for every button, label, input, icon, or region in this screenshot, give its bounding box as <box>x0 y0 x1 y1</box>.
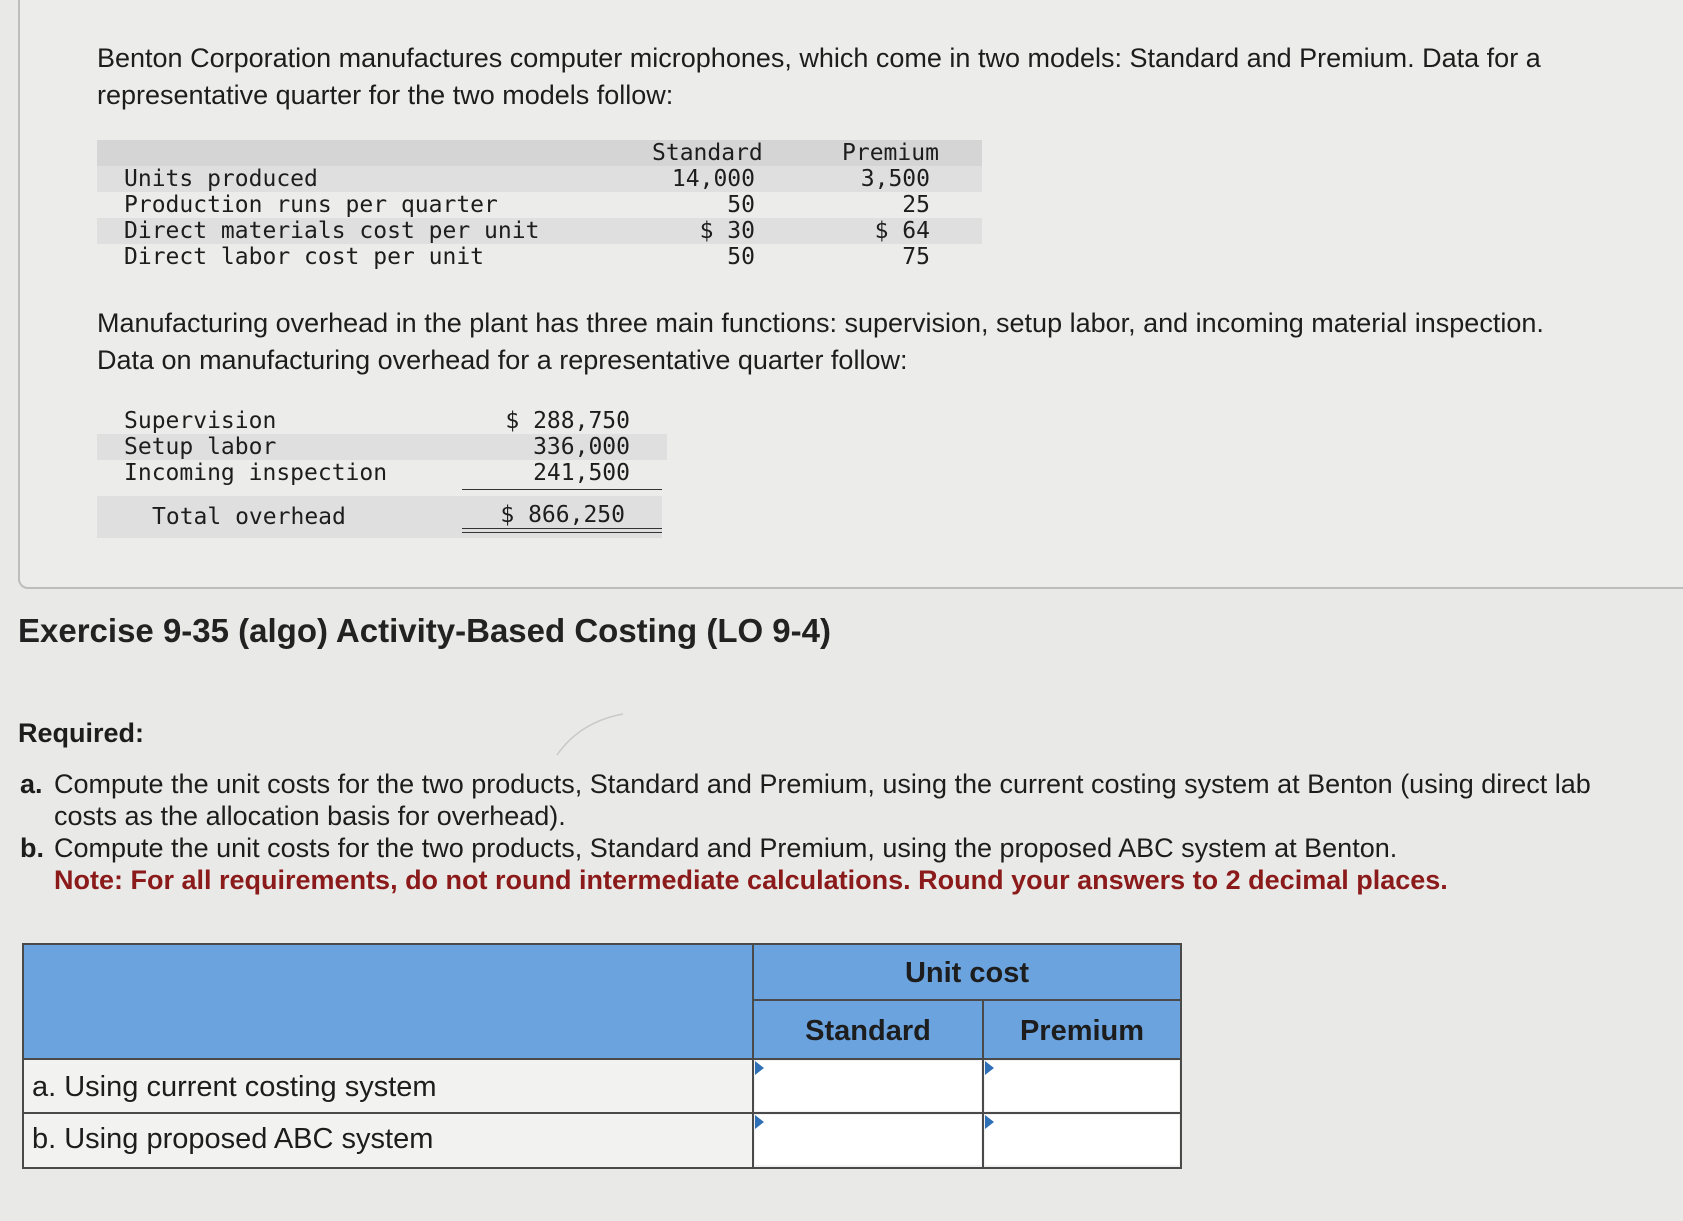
row-value: 241,500 <box>533 460 630 486</box>
column-divider <box>982 999 984 1167</box>
row-divider <box>24 1112 1180 1114</box>
unit-cost-header: Unit cost <box>904 957 1030 989</box>
col-header-premium: Premium <box>842 140 939 166</box>
col-header-premium: Premium <box>1019 1015 1145 1047</box>
premium-value: 25 <box>902 192 930 218</box>
intro-line-1: Benton Corporation manufactures computer microphones, which come in two models: Standard and Premium. Data for a <box>97 43 1541 73</box>
premium-abc-input[interactable] <box>985 1115 1179 1165</box>
premium-current-input[interactable] <box>985 1061 1179 1111</box>
input-marker-icon <box>985 1115 994 1129</box>
row-value: 336,000 <box>533 434 630 460</box>
table-row <box>97 434 667 460</box>
requirement-text: Compute the unit costs for the two products, Standard and Premium, using the proposed ABC system at Benton. <box>54 833 1398 863</box>
overhead-intro-line-1: Manufacturing overhead in the plant has three main functions: supervision, setup labor, and incoming material inspection. <box>97 308 1544 338</box>
total-label: Total overhead <box>152 504 346 530</box>
total-rule-2 <box>462 532 662 533</box>
row-label: Incoming inspection <box>124 460 388 486</box>
standard-value: 50 <box>727 244 755 270</box>
premium-value: 3,500 <box>860 166 930 192</box>
col-header-standard: Standard <box>652 140 763 166</box>
requirement-marker: a. <box>20 769 43 799</box>
row-label: Supervision <box>124 408 277 434</box>
intro-line-2: representative quarter for the two models follow: <box>97 80 674 110</box>
row-divider <box>24 1058 1180 1060</box>
row-value: $ 288,750 <box>505 408 630 434</box>
row-label: Direct materials cost per unit <box>124 218 540 244</box>
standard-value: $ 30 <box>699 218 755 244</box>
table-row <box>97 192 982 218</box>
row-label: Production runs per quarter <box>124 192 498 218</box>
intro-text <box>97 40 1637 114</box>
overhead-intro-line-2: Data on manufacturing overhead for a representative quarter follow: <box>97 345 908 375</box>
table-row <box>97 408 667 434</box>
standard-value: 50 <box>727 192 755 218</box>
standard-current-input[interactable] <box>755 1061 981 1111</box>
input-marker-icon <box>755 1061 764 1075</box>
total-value: $ 866,250 <box>500 502 625 528</box>
row-label: Units produced <box>124 166 318 192</box>
standard-value: 14,000 <box>671 166 755 192</box>
row-label: Setup labor <box>124 434 277 460</box>
header-divider <box>754 999 1180 1001</box>
requirement-marker: b. <box>20 833 44 863</box>
exercise-title: Exercise 9-35 (algo) Activity-Based Costing (LO 9-4) <box>18 612 831 649</box>
answer-table <box>22 943 1182 1169</box>
premium-value: 75 <box>902 244 930 270</box>
table-row <box>97 218 982 244</box>
subtotal-rule <box>462 489 662 490</box>
requirement-b <box>20 832 1683 864</box>
premium-value: $ 64 <box>874 218 930 244</box>
row-label-abc: b. Using proposed ABC system <box>32 1123 434 1155</box>
requirement-text: Compute the unit costs for the two products, Standard and Premium, using the current costing system at Benton (using direct lab <box>54 769 1591 799</box>
pencil-mark <box>555 712 625 757</box>
row-label: Direct labor cost per unit <box>124 244 485 270</box>
required-label: Required: <box>18 718 145 748</box>
rounding-note: Note: For all requirements, do not round intermediate calculations. Round your answers to 2 decimal places. <box>54 865 1448 895</box>
input-marker-icon <box>755 1115 764 1129</box>
input-marker-icon <box>985 1061 994 1075</box>
table-row <box>97 166 982 192</box>
requirement-a <box>20 768 1683 832</box>
requirements-list <box>20 768 1683 896</box>
requirement-text-cont: costs as the allocation basis for overhead). <box>54 801 566 831</box>
standard-abc-input[interactable] <box>755 1115 981 1165</box>
table-row <box>97 460 667 486</box>
row-label-current: a. Using current costing system <box>32 1071 437 1103</box>
total-rule-1 <box>462 528 662 529</box>
overhead-intro-text <box>97 305 1657 379</box>
col-header-standard: Standard <box>805 1015 931 1047</box>
table-row <box>97 244 982 270</box>
column-divider <box>752 945 754 1167</box>
